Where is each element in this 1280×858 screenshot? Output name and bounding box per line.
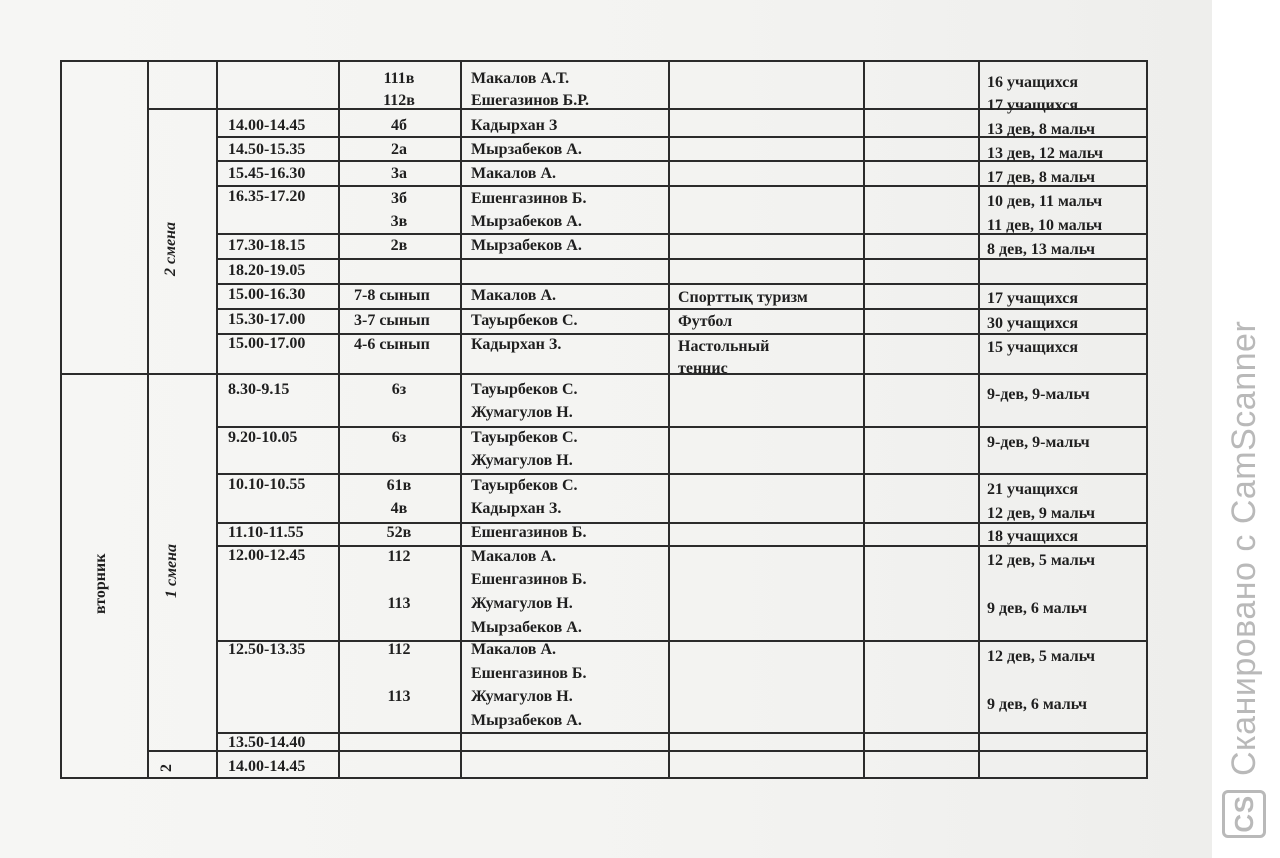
teacher-cell: Жумагулов Н.: [471, 404, 573, 421]
rule: [978, 60, 980, 778]
time-cell: 12.50-13.35: [228, 641, 306, 658]
time-cell: 16.35-17.20: [228, 188, 306, 205]
class-cell: 4-6 сынып: [354, 336, 430, 353]
time-cell: 15.45-16.30: [228, 165, 306, 182]
class-cell: 4б: [391, 117, 407, 134]
note-cell: 9 дев, 6 мальч: [987, 696, 1088, 713]
rule: [216, 473, 1148, 475]
note-cell: 13 дев, 12 мальч: [987, 145, 1104, 162]
rule: [216, 60, 218, 778]
activity-cell: Футбол: [678, 313, 733, 330]
note-cell: 21 учащихся: [987, 481, 1079, 498]
class-cell: 3в: [390, 213, 408, 230]
teacher-cell: Жумагулов Н.: [471, 688, 573, 705]
note-cell: 17 учащихся: [987, 290, 1079, 307]
teacher-cell: Ешенгазинов Б.: [471, 665, 587, 682]
class-cell: 111в: [383, 70, 415, 87]
rule: [147, 60, 149, 778]
note-cell: 8 дев, 13 мальч: [987, 241, 1096, 258]
rule: [216, 640, 1148, 642]
rule: [60, 60, 62, 778]
shift-2-label: 2 смена: [162, 221, 179, 276]
teacher-cell: Тауырбеков С.: [471, 312, 578, 329]
teacher-cell: Тауырбеков С.: [471, 477, 578, 494]
rule: [216, 333, 1148, 335]
teacher-cell: Мырзабеков А.: [471, 619, 582, 636]
class-cell: 3б: [391, 190, 407, 207]
note-cell: 13 дев, 8 мальч: [987, 121, 1096, 138]
teacher-cell: Ешенгазинов Б.: [471, 571, 587, 588]
rule: [338, 60, 340, 778]
activity-cell: теннис: [678, 360, 728, 377]
note-cell: 18 учащихся: [987, 528, 1079, 545]
teacher-cell: Ешенгазинов Б.: [471, 190, 587, 207]
rule: [1146, 60, 1148, 778]
teacher-cell: Мырзабеков А.: [471, 213, 582, 230]
time-cell: 14.50-15.35: [228, 141, 306, 158]
camscanner-logo: CS: [1222, 790, 1266, 838]
teacher-cell: Жумагулов Н.: [471, 595, 573, 612]
time-cell: 14.00-14.45: [228, 117, 306, 134]
teacher-cell: Макалов А.: [471, 287, 556, 304]
teacher-cell: Макалов А.: [471, 641, 556, 658]
class-cell: 3-7 сынып: [354, 312, 430, 329]
note-cell: 12 дев, 5 мальч: [987, 648, 1096, 665]
note-cell: 12 дев, 5 мальч: [987, 552, 1096, 569]
rule: [60, 777, 1148, 779]
class-cell: 2в: [390, 237, 408, 254]
class-cell: 61в: [386, 477, 412, 494]
note-cell: 30 учащихся: [987, 315, 1079, 332]
time-cell: 18.20-19.05: [228, 262, 306, 279]
teacher-cell: Макалов А.: [471, 548, 556, 565]
teacher-cell: Кадырхан З.: [471, 500, 562, 517]
rule: [460, 60, 462, 778]
rule: [216, 308, 1148, 310]
rule: [668, 60, 670, 778]
class-cell: 7-8 сынып: [354, 287, 430, 304]
note-cell: 9 дев, 6 мальч: [987, 600, 1088, 617]
note-cell: 17 учащихся: [987, 97, 1079, 114]
time-cell: 12.00-12.45: [228, 547, 306, 564]
note-cell: 9-дев, 9-мальч: [987, 386, 1090, 403]
time-cell: 8.30-9.15: [228, 381, 290, 398]
note-cell: 17 дев, 8 мальч: [987, 169, 1096, 186]
rule: [216, 732, 1148, 734]
time-cell: 11.10-11.55: [228, 524, 304, 541]
teacher-cell: Макалов А.Т.: [471, 70, 570, 87]
class-cell: 6з: [391, 429, 407, 446]
time-cell: 10.10-10.55: [228, 476, 306, 493]
teacher-cell: Макалов А.: [471, 165, 556, 182]
time-cell: 17.30-18.15: [228, 237, 306, 254]
time-cell: 15.00-16.30: [228, 286, 306, 303]
teacher-cell: Тауырбеков С.: [471, 429, 578, 446]
note-cell: 16 учащихся: [987, 74, 1079, 91]
class-cell: 6з: [391, 381, 407, 398]
class-cell: 113: [387, 595, 411, 612]
note-cell: 15 учащихся: [987, 339, 1079, 356]
teacher-cell: Кадырхан З: [471, 117, 558, 134]
rule: [216, 426, 1148, 428]
rule: [60, 373, 1148, 375]
activity-cell: Спорттық туризм: [678, 289, 808, 306]
note-cell: 12 дев, 9 мальч: [987, 505, 1096, 522]
rule: [863, 60, 865, 778]
teacher-cell: Мырзабеков А.: [471, 141, 582, 158]
activity-cell: Настольный: [678, 338, 770, 355]
teacher-cell: Жумагулов Н.: [471, 452, 573, 469]
time-cell: 14.00-14.45: [228, 758, 306, 775]
note-cell: 10 дев, 11 мальч: [987, 193, 1103, 210]
class-cell: 4в: [390, 500, 408, 517]
time-cell: 9.20-10.05: [228, 429, 298, 446]
time-cell: 15.30-17.00: [228, 311, 306, 328]
shift-2-short-label: 2: [158, 764, 175, 772]
time-cell: 15.00-17.00: [228, 335, 306, 352]
class-cell: 112в: [383, 92, 415, 109]
rule: [60, 60, 1148, 62]
note-cell: 11 дев, 10 мальч: [987, 217, 1103, 234]
time-cell: 13.50-14.40: [228, 734, 306, 751]
class-cell: 113: [387, 688, 411, 705]
teacher-cell: Мырзабеков А.: [471, 712, 582, 729]
shift-1-label: 1 смена: [163, 543, 180, 598]
teacher-cell: Кадырхан З.: [471, 336, 562, 353]
class-cell: 112: [387, 548, 411, 565]
class-cell: 3а: [391, 165, 407, 182]
note-cell: 9-дев, 9-мальч: [987, 434, 1090, 451]
class-cell: 112: [387, 641, 411, 658]
teacher-cell: Мырзабеков А.: [471, 237, 582, 254]
rule: [216, 283, 1148, 285]
teacher-cell: Ешегазинов Б.Р.: [471, 92, 590, 109]
class-cell: 2а: [391, 141, 407, 158]
teacher-cell: Тауырбеков С.: [471, 381, 578, 398]
class-cell: 52в: [386, 524, 412, 541]
teacher-cell: Ешенгазинов Б.: [471, 524, 587, 541]
camscanner-watermark: [1222, 321, 1266, 838]
watermark-text: Сканировано с CamScanner: [1224, 320, 1263, 776]
day-label: вторник: [92, 553, 109, 614]
